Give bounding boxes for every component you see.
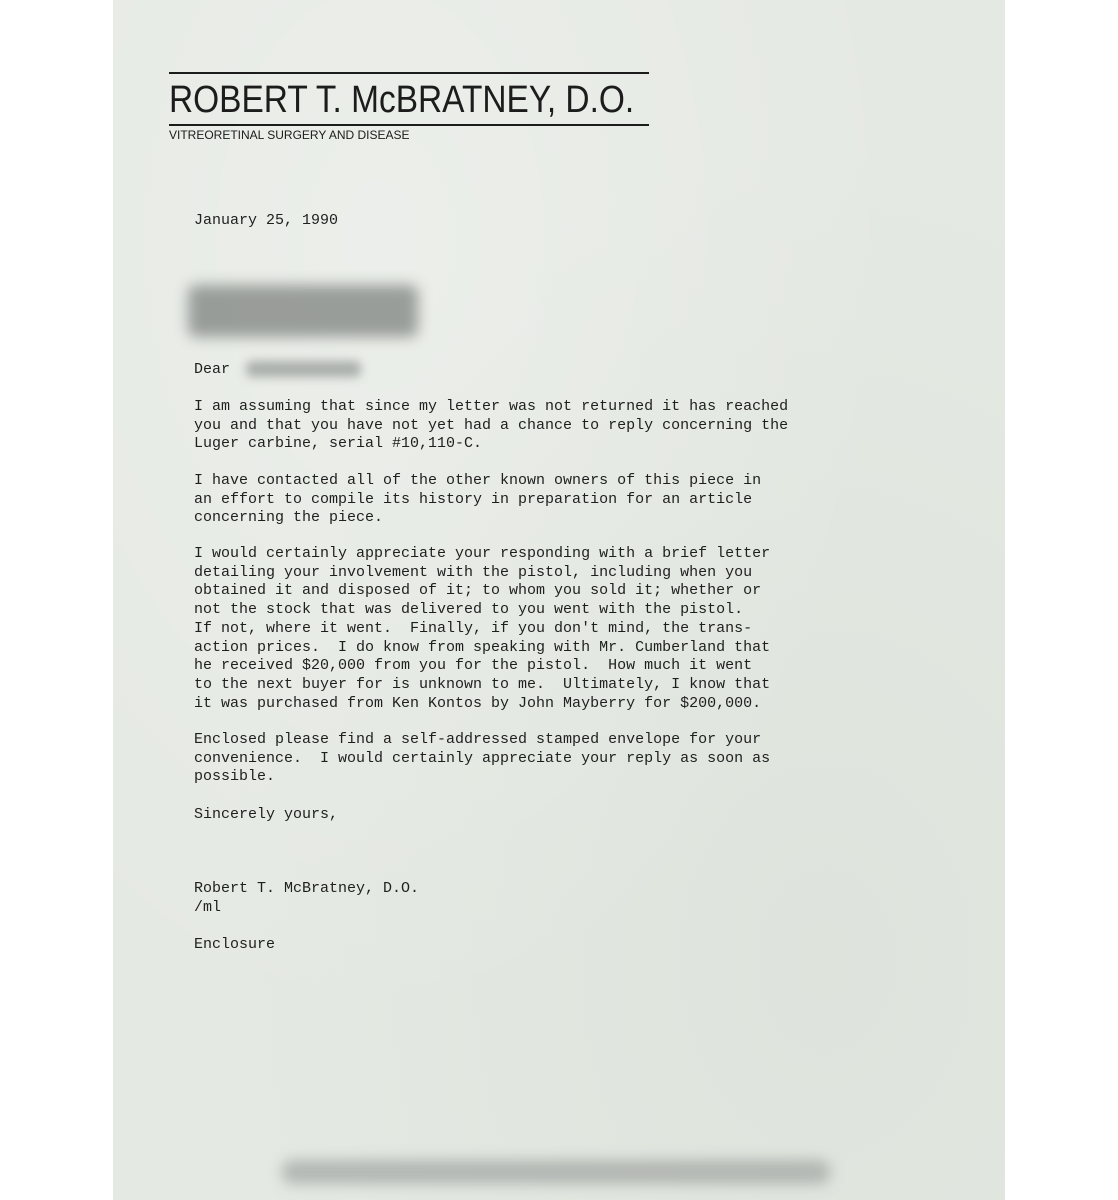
letterhead-tagline: VITREORETINAL SURGERY AND DISEASE: [169, 128, 410, 142]
body-line: obtained it and disposed of it; to whom you sold it; whether or: [194, 582, 762, 600]
body-line: to the next buyer for is unknown to me. Ultimately, I know that: [194, 675, 771, 693]
letterhead-name: ROBERT T. McBRATNEY, D.O.: [169, 79, 635, 121]
body-line: If not, where it went. Finally, if you don't mind, the trans-: [194, 619, 753, 637]
redacted-recipient-name: [246, 361, 361, 377]
body-line: you and that you have not yet had a chance to reply concerning the: [194, 416, 789, 434]
body-paragraph-4: [194, 731, 954, 787]
redacted-footer: [282, 1160, 830, 1184]
body-line: I would certainly appreciate your responding with a brief letter: [194, 545, 771, 562]
body-line: an effort to compile its history in preparation for an article: [194, 490, 753, 508]
body-line: convenience. I would certainly appreciate your reply as soon as: [194, 749, 771, 767]
redacted-recipient-address: [188, 285, 418, 337]
body-line: I have contacted all of the other known owners of this piece in: [194, 472, 762, 489]
body-line: he received $20,000 from you for the pistol. How much it went: [194, 657, 753, 675]
body-line: it was purchased from Ken Kontos by John Mayberry for $200,000.: [194, 694, 762, 712]
typist-initials: /ml: [194, 899, 222, 916]
enclosure-note: Enclosure: [194, 936, 276, 953]
body-line: I am assuming that since my letter was not returned it has reached: [194, 398, 789, 415]
body-line: Enclosed please find a self-addressed stamped envelope for your: [194, 731, 762, 748]
body-paragraph-2: [194, 472, 954, 528]
letter-date: January 25, 1990: [194, 212, 339, 229]
body-line: not the stock that was delivered to you went with the pistol.: [194, 601, 744, 619]
letterhead-bottom-rule: [169, 124, 649, 126]
body-line: Luger carbine, serial #10,110-C.: [194, 435, 483, 453]
body-paragraph-3: [194, 545, 954, 713]
closing: Sincerely yours,: [194, 806, 339, 823]
body-line: possible.: [194, 768, 276, 786]
body-paragraph-1: [194, 398, 954, 454]
signature-name: Robert T. McBratney, D.O.: [194, 880, 420, 897]
body-line: detailing your involvement with the pistol, including when you: [194, 563, 753, 581]
body-line: concerning the piece.: [194, 509, 384, 527]
body-line: action prices. I do know from speaking with Mr. Cumberland that: [194, 638, 771, 656]
letterhead-top-rule: [169, 72, 649, 74]
salutation: Dear: [194, 361, 231, 378]
